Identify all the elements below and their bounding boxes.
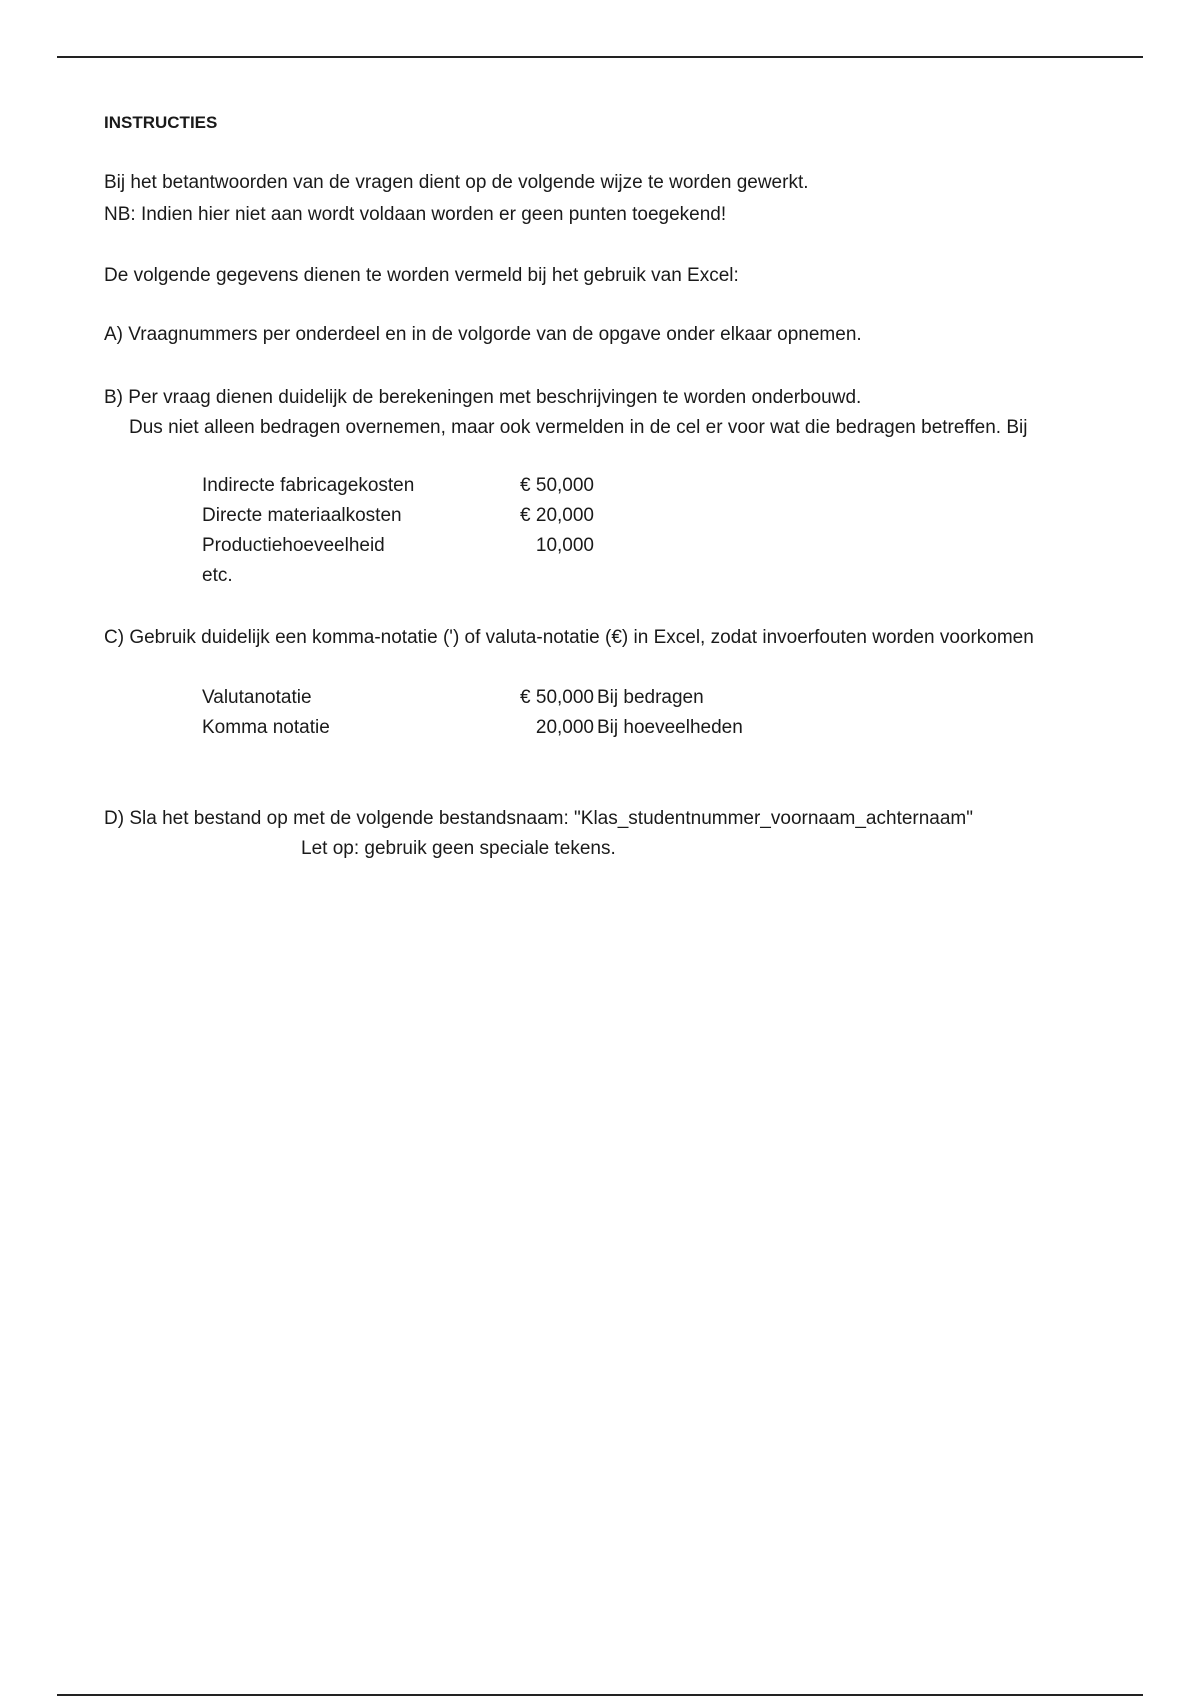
notation-label: Komma notatie [202,717,330,738]
example-value: € 20,000 [520,505,594,526]
section-b-line-2: Dus niet alleen bedragen overnemen, maar ook vermelden in de cel er voor wat die bedragen betreffen. Bij [129,417,1028,438]
section-d-line-1: D) Sla het bestand op met de volgende bestandsnaam: "Klas_studentnummer_voornaam_achternaam" [104,808,974,829]
example-label: Productiehoeveelheid [202,535,385,556]
section-a-text: A) Vraagnummers per onderdeel en in de volgorde van de opgave onder elkaar opnemen. [104,324,862,345]
notation-note: Bij bedragen [597,687,704,708]
intro-line-1: Bij het betantwoorden van de vragen dient op de volgende wijze te worden gewerkt. [104,172,809,193]
example-label: etc. [202,565,233,586]
notation-value: € 50,000 [520,687,594,708]
footer-rule [57,1694,1143,1696]
notation-value: 20,000 [535,717,594,738]
section-b-line-1: B) Per vraag dienen duidelijk de berekeningen met beschrijvingen te worden onderbouwd. [104,387,862,408]
notation-label: Valutanotatie [202,687,312,708]
section-c-text: C) Gebruik duidelijk een komma-notatie (') of valuta-notatie (€) in Excel, zodat invoerfouten worden voorkomen [104,627,1034,648]
example-value: € 50,000 [520,475,594,496]
header-rule [57,56,1143,58]
intro-line-2: NB: Indien hier niet aan wordt voldaan worden er geen punten toegekend! [104,204,727,225]
page-title: INSTRUCTIES [104,113,218,132]
example-label: Indirecte fabricagekosten [202,475,415,496]
excel-intro: De volgende gegevens dienen te worden vermeld bij het gebruik van Excel: [104,265,739,286]
example-label: Directe materiaalkosten [202,505,402,526]
notation-note: Bij hoeveelheden [597,717,743,738]
example-value: 10,000 [535,535,594,556]
section-d-line-2: Let op: gebruik geen speciale tekens. [301,838,616,859]
